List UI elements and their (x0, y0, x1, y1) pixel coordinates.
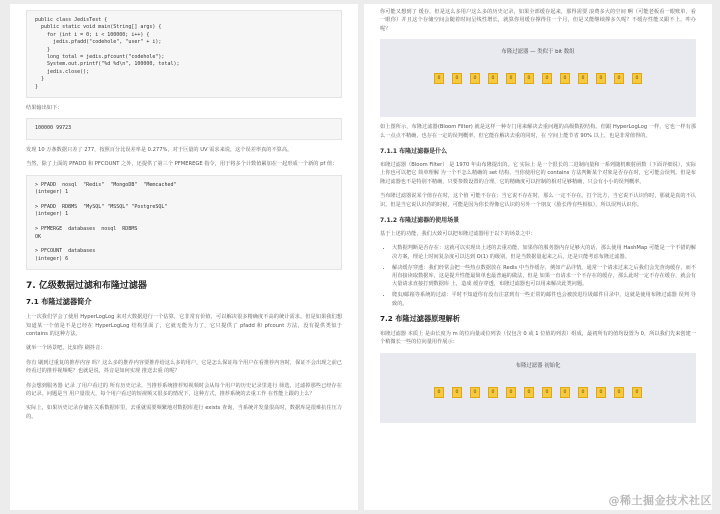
paragraph-error-rate: 发现 10 万条数据只差了 277，按照百分比误差率是 0.277%，对于巨量的 UV 需求来说，这个误差率真的不算高。 (26, 146, 293, 153)
subsection-heading-scene: 7.1.2 布隆过滤器的使用场景 (380, 217, 460, 225)
code-block-jedis (26, 10, 342, 98)
paragraph-bloom-1: 上一次我们学会了使用 HyperLogLog 来对大数据进行一个估算，它非常有价值，可以解决很多精确度不高的统计需求。但是如果我们想知道某一个值是不是已经在 HyperLogLog 结构里面了，它就无能为力了，它只提供了 pfadd 和 pfcount 方法，没有提供类似于 contains 的这种方法。 (26, 314, 342, 337)
bit-cell: 0 (632, 387, 642, 398)
subsection-heading-principle: 7.2 布隆过滤器原理解析 (380, 313, 460, 323)
bloom-init-diagram (380, 353, 696, 423)
bit-cell: 0 (470, 73, 480, 84)
bit-cell: 0 (434, 387, 444, 398)
code-line: } (35, 83, 39, 90)
paragraph-what-2: 当布隆过滤器说某个值存在时，这个值 可能不存在；当它说不存在时，那么 一定不存在。打个比方，当它说不认识你时，那就是真的不认识，但是当它说认识你的时候，可能是因为你长得像它认识的另外一个朋友（脸长得有些相似），所以误判认识你。 (380, 193, 696, 208)
bit-cell: 0 (578, 387, 588, 398)
code-line: > PFADD RDBMS "MySQL" "MSSQL" "PostgreSQL" (35, 203, 168, 210)
bit-cell: 0 (542, 73, 552, 84)
code-line: long total = jedis.pfcount("codehole"); (35, 54, 165, 61)
code-line: } (35, 76, 45, 83)
paragraph-scene: 基于上述的功能，我们大致可以把布隆过滤器用于以下的场景之中： (380, 231, 536, 238)
code-line: for (int i = 0; i < 100000; i++) { (35, 31, 150, 38)
section-heading: 7. 亿级数据过滤和布隆过滤器 (26, 281, 147, 292)
list-item: • 大数据判断是否存在：这就可以实现出上述的去重功能，如果你的服务器内存足够大的话，那么使用 HashMap 可能是一个不错的解决方案，理论上时间复杂度可以达到 O(1) 的级别，但是当数据量起来之后，还是只能考虑布隆过滤器。 (392, 244, 696, 260)
code-line: public class JedisTest { (35, 17, 108, 23)
subsection-heading-what: 7.1.1 布隆过滤器是什么 (380, 148, 448, 156)
bit-cell: 0 (470, 387, 480, 398)
list-item: • 爬虫/邮箱等系统的过滤：平时不知道你有没有注意到有一些正常的邮件也会被放进垃圾邮件目录中，这就是使用布隆过滤器 误判 导致的。 (392, 291, 696, 307)
bit-cell: 0 (632, 73, 642, 84)
bit-array-cells (380, 387, 696, 398)
diagram-title: 布隆过滤器 — 类似于 bit 数组 (501, 49, 575, 56)
bit-cell: 0 (524, 73, 534, 84)
code-line: System.out.printf("%d %d\n", 100000, total); (35, 61, 180, 68)
paragraph-pfmerge: 当然，除了上面的 PFADD 和 PFCOUNT 之外，还提供了第三个 PFMEREGE 指令，用于将多个计数值累加在一起形成一个新的 pf 值： (26, 161, 338, 168)
right-page (364, 4, 712, 510)
bit-cell: 0 (578, 73, 588, 84)
bit-cell: 0 (614, 73, 624, 84)
paragraph-what-1: 布隆过滤器（Bloom Filter） 是 1970 年由布隆提出的。它 实际上 是一个很长的二进制向量和一系列随机映射函数（下面详细说），实际上你也可以把它 简单理解 为一个不怎么精确的 set 结构，当你使用它的 contains 方法判断某个对象是否存在时，它可能会误判。但是布隆过滤器也不是特别不精确，只要参数设置的合理，它的精确度可以控制的相对足够精确，只会有小小的误判概率。 (380, 162, 696, 185)
bit-cell: 0 (452, 73, 462, 84)
code-line (35, 197, 333, 204)
code-line: > PFADD nosql "Redis" "MongoDB" "Memcached" (35, 181, 177, 188)
paragraph-figure: 如上图所示，布隆过滤器(Bloom Filter) 就是这样一种专门用来解决去重问题的高级数据结构。但跟 HyperLogLog 一样，它也一样有那么一点点不精确，也存在一定的误判概率，但它能在解决去重的同时，在 空间上能节省 90% 以上，也是非常值得的。 (380, 124, 696, 139)
code-line: jedis.pfadd("codehole", "user" + i); (35, 39, 162, 46)
code-line (35, 219, 333, 226)
list-item: • 解决缓存穿透：我们经常会把一些热点数据放在 Redis 中当作缓存，例如产品详情。通常一个请求过来之后我们会先查询缓存，而不用直接读取数据库，这是提升性能最简单也最普遍的做法，但是 如果一直请求一个不存在的缓存，那么此时一定不存在缓存，就会有 大量请求直接打到数据库 上，造成 缓存穿透，布隆过滤器也可以用来解决此类问题。 (392, 264, 696, 289)
paragraph-bloom-5: 实际上，如果历史记录存储在关系数据库里，去重就需要频繁地对数据库进行 exists 查询，当系统并发量很高时，数据库是很难抗住压力的。 (26, 405, 342, 420)
result-intro: 结果输出如下： (26, 105, 63, 112)
code-line: jedis.close(); (35, 68, 90, 75)
bit-cell: 0 (506, 387, 516, 398)
paragraph-bloom-2: 就举一个场景吧，比如你 刷抖音： (26, 345, 106, 352)
subsection-heading: 7.1 布隆过滤器简介 (26, 297, 92, 307)
code-line: > PFCOUNT databases (35, 248, 96, 255)
scene-list (392, 244, 696, 307)
bit-cell: 0 (614, 387, 624, 398)
code-line: (integer) 6 (35, 255, 69, 262)
code-line: public static void main(String[] args) { (35, 24, 162, 31)
paragraph-bloom-4: 你会想到服务器 记录 了用户看过的 所有历史记录，当推荐系统推荐短视频时会从每个用户的历史记录里进行 筛选，过滤掉那些已经存在的记录。问题是当 用户量很大，每个用户看过的短视频又很多的情况下，这种方式，推荐系统的去重工作 在性能上跟的上么？ (26, 382, 342, 397)
code-line: } (35, 46, 51, 53)
bit-array-cells (380, 73, 696, 84)
watermark: @稀土掘金技术社区 (608, 494, 712, 507)
code-line: (integer) 1 (35, 189, 69, 196)
bit-cell: 0 (524, 387, 534, 398)
bit-cell: 0 (434, 73, 444, 84)
bit-cell: 0 (452, 387, 462, 398)
bit-array-diagram (380, 39, 696, 117)
paragraph-bloom-3: 你有 刷到过重复的推荐内容 吗？这么多的推荐内容要推荐给这么多的用户，它是怎么保证每个用户在看推荐内容时，保证不会出现之前已经看过的推荐视频呢？也就是说，抖音是如何实现 推送去重 的呢？ (26, 359, 342, 375)
bit-cell: 0 (596, 387, 606, 398)
bit-cell: 0 (542, 387, 552, 398)
bit-cell: 0 (560, 73, 570, 84)
code-block-pfmerge (26, 175, 342, 270)
bit-cell: 0 (560, 387, 570, 398)
code-block-result: 100000 99723 (26, 118, 342, 139)
left-page (10, 4, 358, 510)
bit-cell: 0 (596, 73, 606, 84)
code-line (35, 241, 333, 248)
code-line: (integer) 1 (35, 211, 69, 218)
code-line: OK (35, 233, 42, 240)
bit-cell: 0 (488, 73, 498, 84)
paragraph-principle: 布隆过滤器 本质上 是由长度为 m 的位向量或位列表（仅包含 0 或 1 位值的列表）组成，最初所有的值均设置为 0，所以我们先来创建一个稍微长一些的位向量用作展示： (380, 330, 696, 346)
paragraph-cache: 你可能又想到了 缓存，但是这么多用户这么多的历史记录，如果全部缓存起来，那得需要 浪费多大的空间 啊（可能老板看一眼账单，看一眼你）并且这个存储空间会随着时间呈线性增长，就算你用缓存撑得住一个月，但是又能继续撑多久呢？不缓存性能又跟不上，咋办呢？ (380, 9, 696, 32)
bit-cell: 0 (488, 387, 498, 398)
code-line: > PFMERGE databases nosql RDBMS (35, 226, 138, 233)
diagram-title: 布隆过滤器 初始化 (515, 362, 561, 369)
bit-cell: 0 (506, 73, 516, 84)
